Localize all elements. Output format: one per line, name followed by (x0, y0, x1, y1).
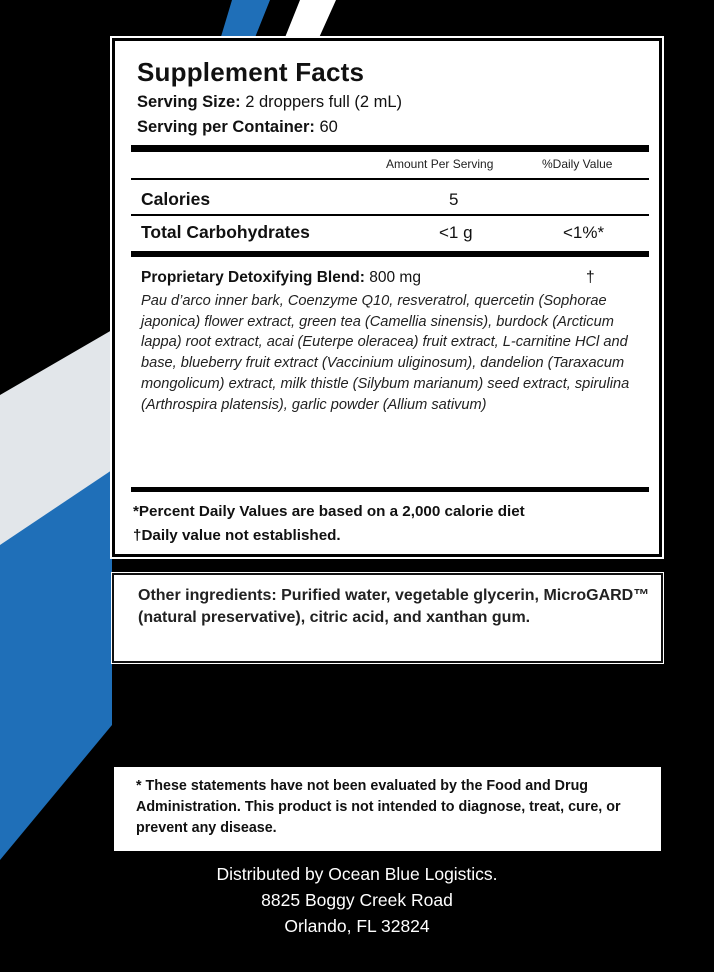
blend-ingredients: Pau d’arco inner bark, Coenzyme Q10, resveratrol, quercetin (Sophorae japonica) flower extract, green tea (Camellia sinensis), burdock (Arcticum lappa) root extract, acai (Euterpe oleracea) fruit extract, L-carnitine HCl and base, blueberry fruit extract (Vaccinium uliginosum), dandelion (Taraxacum mongolicum) extract, milk thistle (Silybum marianum) seed extract, spirulina (Arthrospira platensis), garlic powder (Allium sativum) (141, 293, 630, 413)
thick-divider (131, 145, 649, 152)
footnote-dv-not-established: †Daily value not established. (133, 527, 341, 544)
panel-title: Supplement Facts (137, 57, 365, 87)
distributor-address: 8825 Boggy Creek Road (261, 890, 453, 910)
distributor-line: Distributed by Ocean Blue Logistics. (216, 864, 498, 884)
divider (131, 214, 649, 216)
column-header-amount: Amount Per Serving (386, 157, 494, 171)
nutrient-name: Total Carbohydrates (141, 222, 310, 242)
nutrient-amount: 5 (449, 190, 459, 209)
blend-amount: 800 mg (364, 269, 421, 286)
nutrient-amount: <1 g (439, 223, 473, 242)
thick-divider (131, 487, 649, 492)
blend-name: Proprietary Detoxifying Blend: (141, 269, 365, 286)
blend-heading (141, 269, 421, 287)
distributor-city: Orlando, FL 32824 (284, 916, 430, 936)
serving-size-value: 2 droppers full (2 mL) (240, 93, 403, 111)
other-ingredients-text: Other ingredients: Purified water, vegetable glycerin, MicroGARD™ (natural preservative), citric acid, and xanthan gum. (138, 587, 650, 626)
supplement-facts-panel (112, 38, 662, 557)
divider (131, 178, 649, 180)
servings-per-container-value: 60 (314, 118, 338, 136)
nutrient-daily-value: <1%* (563, 223, 605, 242)
serving-size-label: Serving Size: (137, 93, 241, 111)
other-ingredients-box (112, 573, 663, 663)
fda-disclaimer-text: * These statements have not been evaluated by the Food and Drug Administration. This product is not intended to diagnose, treat, cure, or prevent any disease. (136, 778, 621, 836)
nutrient-name: Calories (141, 189, 211, 209)
column-header-daily-value: %Daily Value (542, 157, 613, 171)
servings-per-container (137, 118, 338, 137)
serving-size (137, 93, 402, 112)
footnote-percent-dv: *Percent Daily Values are based on a 2,000 calorie diet (133, 503, 525, 520)
fda-disclaimer-box (114, 767, 661, 851)
servings-per-container-label: Serving per Container: (137, 118, 315, 136)
thick-divider (131, 251, 649, 257)
blend-daily-value: † (586, 269, 595, 286)
